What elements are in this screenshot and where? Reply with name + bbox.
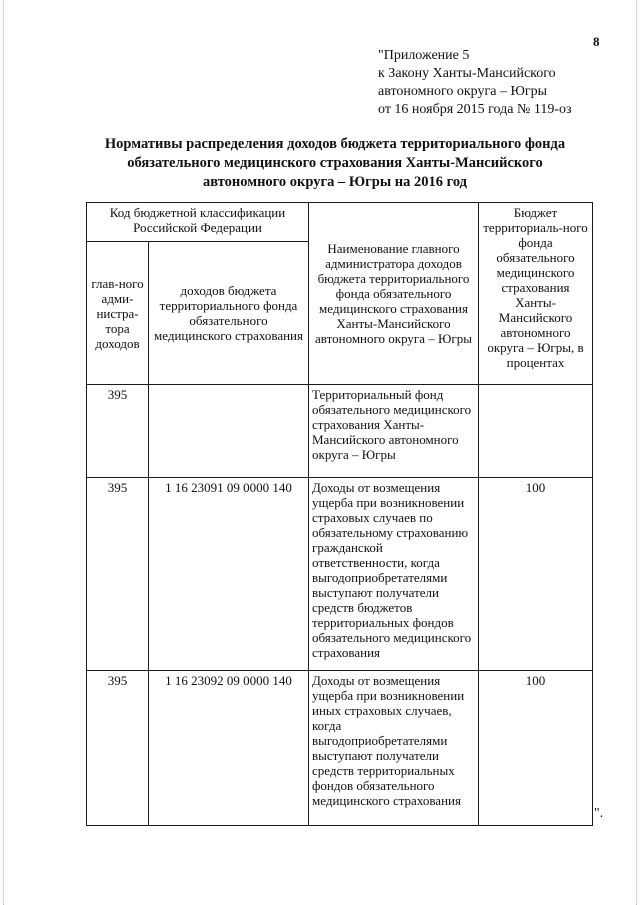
document-title — [60, 135, 610, 192]
appendix-line: "Приложение 5 — [378, 48, 470, 63]
header-revenue-code: доходов бюджета территориального фонда обязательного медицинского страхования — [149, 242, 309, 385]
title-line: обязательного медицинского страхования Ханты-Мансийского — [127, 155, 543, 171]
scan-edge-left — [0, 0, 4, 905]
table-header-row — [87, 203, 593, 242]
revenue-norms-table — [86, 202, 593, 826]
title-line: автономного округа – Югры на 2016 год — [202, 174, 468, 190]
cell-percent: 100 — [479, 671, 593, 826]
scan-edge-right — [636, 0, 640, 905]
cell-name: Доходы от возмещения ущерба при возникновении страховых случаев по обязательному страхованию гражданской ответственности, когда выгодоприобретателями выступают получатели средств бюджетов территориальных фондов обязательного медицинского страхования — [309, 478, 479, 671]
header-admin-name: Наименование главного администратора доходов бюджета территориального фонда обязательного медицинского страхования Ханты-Мансийского автономного округа – Югры — [309, 203, 479, 385]
table-row — [87, 671, 593, 826]
cell-revenue-code: 1 16 23091 09 0000 140 — [149, 478, 309, 671]
title-line: Нормативы распределения доходов бюджета территориального фонда — [104, 136, 566, 152]
cell-percent — [479, 385, 593, 478]
cell-admin-code: 395 — [87, 478, 149, 671]
cell-percent: 100 — [479, 478, 593, 671]
appendix-header — [378, 47, 628, 119]
table-row — [87, 478, 593, 671]
cell-admin-code: 395 — [87, 385, 149, 478]
cell-name: Доходы от возмещения ущерба при возникновении иных страховых случаев, когда выгодоприобретателями выступают получатели средств территориальных фондов обязательного медицинского страхования — [309, 671, 479, 826]
header-budget-classification: Код бюджетной классификации Российской Федерации — [87, 203, 309, 242]
closing-quote-mark: ". — [594, 806, 604, 821]
header-budget-percent: Бюджет территориаль-ного фонда обязательного медицинского страхования Ханты-Мансийского автономного округа – Югры, в процентах — [479, 203, 593, 385]
cell-revenue-code: 1 16 23092 09 0000 140 — [149, 671, 309, 826]
appendix-line: к Закону Ханты-Мансийского — [378, 66, 556, 81]
page-number: 8 — [593, 34, 600, 49]
header-admin-code: глав-ного адми-нистра-тора доходов — [87, 242, 149, 385]
appendix-line: автономного округа – Югры — [378, 84, 547, 99]
cell-admin-code: 395 — [87, 671, 149, 826]
cell-revenue-code — [149, 385, 309, 478]
table-row — [87, 385, 593, 478]
cell-name: Территориальный фонд обязательного медицинского страхования Ханты-Мансийского автономного округа – Югры — [309, 385, 479, 478]
appendix-line: от 16 ноября 2015 года № 119-оз — [378, 102, 572, 117]
